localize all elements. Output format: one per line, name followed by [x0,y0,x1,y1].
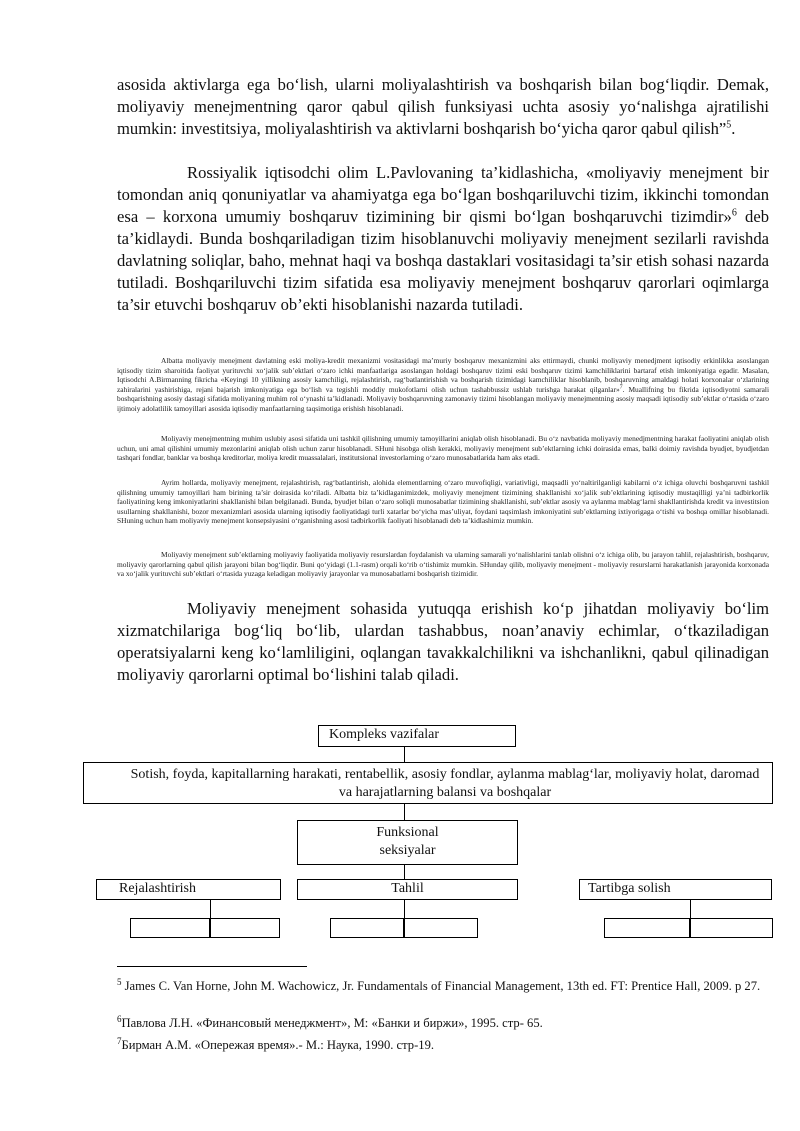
footnote-ref-5[interactable]: 5 [726,119,732,131]
connector [404,747,405,762]
connector [690,900,691,918]
small-paragraph-3: Ayrim hollarda, moliyaviy menejment, rejalashtirish, rag‘batlantirish, alohida elementlarning o‘zaro muvofiqligi, variativligi, maqsadli yo‘naltirilganligi kabilarni o‘z ichiga oluvchi boshqaruvni tashkil qilishning umumiy tamoyillari ham birining ta’sir doirasida ko‘riladi. Albatta biz ta’kidlaganimizdek, moliyaviy menejment tizimining shakllanishi xo‘jalik sub’ektlarining iqtisodiy mustaqilligi ya’ni tadbirkorlik faoliyatining keng imkoniyatlarini shakllanishi bilan belgilanadi. Bunda, byudjet bilan o‘zaro soliqli munosabatlar tizimining shakllanishi, sub’ektlar asosiy va aylanma mablag‘larni shakllantirishda kredit va investitsion usullarning shakllanishi, bozor mexanizmlari asosida ularning iqtisodiy faoliyatidagi turli xatarlar bo‘yicha mas’uliyat, foydani taqsimlash imkoniyatini sub’ektlarning ixtiyorigaga o‘tishi va boshqa omillar hisoblanadi. SHuning uchun ham moliyaviy menejment konsepsiyasini o‘rganishning asosi tadbirkorlik faoliyati hisoblanadi deb ta’kidlashimiz mumkin. [117,478,769,526]
diagram-empty-box [330,918,404,938]
connector [404,865,405,879]
small-paragraph-2: Moliyaviy menejmentning muhim uslubiy asosi sifatida uni tashkil qilishning umumiy tamoyillarini aniqlab olish hisoblanadi. Bu o‘z navbatida moliyaviy menedjmentning harakat faoliyatini aniqlab olish uchun, uni amal qilishini umumiy mezonlarini aniqlab olish uchun zarur hisoblanadi. SHuni hisobga olish kerakki, moliyaviy menejment sub’ektlarning ichki doirasida emas, balki doimiy ravishda byudjet, byudjetdan tashqari fondlar, banklar va boshqa kreditorlar, moliya kredit muassalalari, institutsional investorlarning o‘zaro munosabatlarida ham aks etadi. [117,434,769,463]
paragraph-2-text-b: deb ta’kidlaydi. Bunda boshqariladigan tizim hisoblanuvchi moliyaviy menejment sezilarli ravishda davlatning soliqlar, baho, mehnat haqi va boshqa dastaklari vositasidagi ta’sir etish sohasi nazarda tutiladi. Boshqariluvchi tizim sifatida esa moliyaviy menejment boshqaruv qarorlari oqimlarga ta’sir etuvchi boshqaruv ob’ekti hisoblanishi nazarda tutiladi. [117,207,769,314]
small-paragraph-4: Moliyaviy menejment sub’ektlarning moliyaviy faoliyatida moliyaviy resurslardan foydalanish va ularning samarali yo‘nalishlarini tanlab olishni o‘z ichiga olib, bu jarayon tahlil, rejalashtirish, boshqaruv, moliyaviy qarorlarning qabul qilish jarayoni bilan bog‘liqdir. Buni qo‘yidagi (1.1-rasm) orqali ko‘rib o‘tishimiz mumkin. SHunday qilib, moliyaviy menejment - moliyaviy resurslarni harakatlanish jarayonida korxonada va xo‘jalik yurituvchi sub’ektlari o‘rtasida yuzaga keladigan moliyaviy jarayonlar va munosabatlarni boshqarish tizimidir. [117,550,769,579]
paragraph-3 [117,598,769,686]
diagram-box-rejalashtirish: Rejalashtirish [96,879,281,900]
footnote-6: $^6$Павлова Л.Н. «Финансовый менеджмент», М: «Банки и биржи», 1995. стр- 65. [117,1013,543,1030]
paragraph-2 [117,162,769,316]
footnote-ref-6[interactable]: 6 [731,207,737,219]
paragraph-1-text: asosida aktivlarga ega bo‘lish, ularni moliyalashtirish va boshqarish bilan bog‘liqdir. Demak, moliyaviy menejmentning qaror qabul qilish funksiyasi uchta asosiy yo‘nalishga ajratilishi mumkin: investitsiya, moliyalashtirish va aktivlarni boshqarish bo‘yicha qaror qabul qilish” [117,75,769,138]
diagram-empty-box [130,918,210,938]
diagram-box-tahlil: Tahlil [297,879,518,900]
footnote-separator [117,966,307,967]
connector [404,804,405,820]
diagram-box-tartibga: Tartibga solish [579,879,772,900]
paragraph-3-text: Moliyaviy menejment sohasida yutuqqa erishish ko‘p jihatdan moliyaviy bo‘lim xizmatchilariga bog‘liq bo‘lib, ulardan tashabbus, noan’anaviy echimlar, o‘tkaziladigan operatsiyalarni keng ko‘lamliligini, oqlangan tavakkalchilikni va ishchanlikni, qabul qilinadigan moliyaviy qarorlarni optimal bo‘lishini talab qiladi. [117,599,769,684]
diagram-empty-box [690,918,773,938]
diagram-box-funksional: Funksional seksiyalar [297,820,518,865]
footnote-ref-7[interactable]: 7 [619,384,623,391]
diagram-box-indicators: Sotish, foyda, kapitallarning harakati, rentabellik, asosiy fondlar, aylanma mablag‘lar, moliyaviy holat, daromad va harajatlarning balansi va boshqalar [83,762,773,804]
paragraph-1: asosida aktivlarga ega bo‘lish, ularni moliyalashtirish va boshqarish bilan bog‘liqdir. Demak, moliyaviy menejmentning qaror qabul qilish funksiyasi uchta asosiy yo‘nalishga ajratilishi mumkin: investitsiya, moliyalashtirish va aktivlarni boshqarish bo‘yicha qaror qabul qilish”$^5$. [117,75,769,138]
diagram-empty-box [210,918,280,938]
connector [210,900,211,918]
paragraph-2-text-a: Rossiyalik iqtisodchi olim L.Pavlovaning ta’kidlashicha, «moliyaviy menejment bir tomondan aniq qonuniyatlar va ahamiyatga ega bo‘lgan boshqariluvchi tizim, ikkinchi tomondan esa – korxona umumiy boshqaruv tizimining bir qismi bo‘lgan boshqaruvchi tizimdir» [117,163,769,226]
connector [404,900,405,918]
diagram-box-kompleks: Kompleks vazifalar [318,725,516,747]
footnote-7: $^7$Бирман А.М. «Опережая время».- М.: Наука, 1990. стр-19. [117,1035,435,1052]
small-paragraph-1: Albatta moliyaviy menejment davlatning eski moliya-kredit mexanizmi vositasidagi ma’muriy boshqaruv mexanizmini aks ettirmaydi, chunki moliyaviy menedjment iqtisodiy erkinlikka asoslangan iqtisodiy tizim sharoitida faoliyat yurituvchi xo‘jalik sub’ektlari o‘zaro ichki manfaatlariga asoslangan holdagi boshqaruv tizimi eski boshqaruv tizimi kamchiliklarini bartaraf etish imkoniyatiga egadir. Masalan, Iqtisodchi A.Birmanning fikricha «Keyingi 10 yillikning asosiy kamchiligi, rejalashtirish, rag‘batlantirishish va boshqarish tizimidagi kamchiliklar hisoblanib, boshqaruvning amaldagi holati korxonalar o‘zlarining zahiralarini yashirishiga, rejani bajarish imkoniyatiga ega bo‘lish va tegishli moddiy mukofotlarni olish uchun tashabbussiz ushlab turishga harakat qilganlar»$^7$. Muallifning bu fikrida iqtisodiyotni samarali boshqarishning asosiy dastagi sifatida moliyaning muhim rol o‘ynashi ta’kidlanadi. Moliyaviy boshqaruvning zamonaviy tizimi hisoblangan moliyaviy menejmentning asosiy maqsadi iqtisodiy sub’ektlar o‘rtasida o‘zaro ijtimoiy adolatlilik tamoyillari asosida iqtisodiy manfaatlarning taqsimotiga erishish hisoblanadi. [117,356,770,413]
diagram-empty-box [604,918,690,938]
footnote-5: $^5$ James C. Van Horne, John M. Wachowicz, Jr. Fundamentals of Financial Management, 13th ed. FT: Prentice Hall, 2009. p 27. [117,976,761,993]
diagram-empty-box [404,918,478,938]
